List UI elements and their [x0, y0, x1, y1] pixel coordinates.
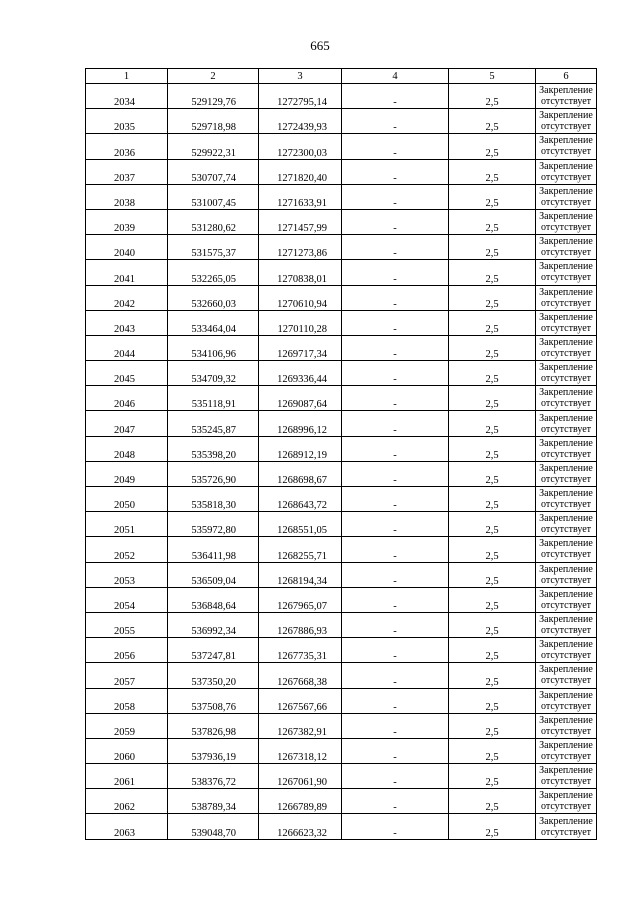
column-5-cell: 2,5 — [449, 335, 536, 360]
column-4-cell: - — [342, 386, 449, 411]
column-header: 4 — [342, 69, 449, 84]
table-row — [86, 688, 597, 713]
fixation-note-cell: Закрепление отсутствует — [536, 84, 597, 109]
table-row — [86, 487, 597, 512]
fixation-note-cell: Закрепление отсутствует — [536, 310, 597, 335]
fixation-note-cell: Закрепление отсутствует — [536, 587, 597, 612]
column-5-cell: 2,5 — [449, 764, 536, 789]
y-coordinate-cell: 1270610,94 — [259, 285, 342, 310]
x-coordinate-cell: 536992,34 — [168, 612, 259, 637]
table-row — [86, 285, 597, 310]
column-4-cell: - — [342, 184, 449, 209]
column-header: 1 — [86, 69, 168, 84]
column-5-cell: 2,5 — [449, 814, 536, 839]
x-coordinate-cell: 529129,76 — [168, 84, 259, 109]
column-4-cell: - — [342, 461, 449, 486]
y-coordinate-cell: 1268996,12 — [259, 411, 342, 436]
x-coordinate-cell: 529922,31 — [168, 134, 259, 159]
column-5-cell: 2,5 — [449, 688, 536, 713]
x-coordinate-cell: 534709,32 — [168, 361, 259, 386]
y-coordinate-cell: 1269087,64 — [259, 386, 342, 411]
fixation-note-cell: Закрепление отсутствует — [536, 361, 597, 386]
point-number-cell: 2058 — [86, 688, 168, 713]
point-number-cell: 2054 — [86, 587, 168, 612]
x-coordinate-cell: 530707,74 — [168, 159, 259, 184]
point-number-cell: 2051 — [86, 512, 168, 537]
y-coordinate-cell: 1270838,01 — [259, 260, 342, 285]
column-4-cell: - — [342, 411, 449, 436]
table-row — [86, 764, 597, 789]
table-row — [86, 335, 597, 360]
column-5-cell: 2,5 — [449, 512, 536, 537]
x-coordinate-cell: 539048,70 — [168, 814, 259, 839]
fixation-note-cell: Закрепление отсутствует — [536, 235, 597, 260]
point-number-cell: 2038 — [86, 184, 168, 209]
table-row — [86, 109, 597, 134]
y-coordinate-cell: 1267318,12 — [259, 738, 342, 763]
fixation-note-cell: Закрепление отсутствует — [536, 184, 597, 209]
table-header-row — [86, 69, 597, 84]
column-5-cell: 2,5 — [449, 361, 536, 386]
fixation-note-cell: Закрепление отсутствует — [536, 713, 597, 738]
point-number-cell: 2043 — [86, 310, 168, 335]
column-5-cell: 2,5 — [449, 386, 536, 411]
fixation-note-cell: Закрепление отсутствует — [536, 487, 597, 512]
point-number-cell: 2035 — [86, 109, 168, 134]
column-4-cell: - — [342, 612, 449, 637]
column-4-cell: - — [342, 361, 449, 386]
point-number-cell: 2050 — [86, 487, 168, 512]
y-coordinate-cell: 1271633,91 — [259, 184, 342, 209]
column-5-cell: 2,5 — [449, 235, 536, 260]
page-number: 665 — [310, 38, 330, 53]
column-4-cell: - — [342, 764, 449, 789]
x-coordinate-cell: 529718,98 — [168, 109, 259, 134]
point-number-cell: 2052 — [86, 537, 168, 562]
y-coordinate-cell: 1268194,34 — [259, 562, 342, 587]
y-coordinate-cell: 1269717,34 — [259, 335, 342, 360]
y-coordinate-cell: 1267567,66 — [259, 688, 342, 713]
column-4-cell: - — [342, 209, 449, 234]
x-coordinate-cell: 535726,90 — [168, 461, 259, 486]
column-4-cell: - — [342, 512, 449, 537]
column-4-cell: - — [342, 562, 449, 587]
point-number-cell: 2056 — [86, 638, 168, 663]
table-row — [86, 587, 597, 612]
fixation-note-cell: Закрепление отсутствует — [536, 436, 597, 461]
column-header: 2 — [168, 69, 259, 84]
table-row — [86, 814, 597, 839]
fixation-note-cell: Закрепление отсутствует — [536, 512, 597, 537]
x-coordinate-cell: 531007,45 — [168, 184, 259, 209]
column-4-cell: - — [342, 537, 449, 562]
column-5-cell: 2,5 — [449, 84, 536, 109]
y-coordinate-cell: 1271457,99 — [259, 209, 342, 234]
column-4-cell: - — [342, 235, 449, 260]
column-5-cell: 2,5 — [449, 587, 536, 612]
column-header: 3 — [259, 69, 342, 84]
point-number-cell: 2053 — [86, 562, 168, 587]
column-4-cell: - — [342, 310, 449, 335]
column-5-cell: 2,5 — [449, 184, 536, 209]
table-row — [86, 612, 597, 637]
column-5-cell: 2,5 — [449, 109, 536, 134]
column-5-cell: 2,5 — [449, 713, 536, 738]
fixation-note-cell: Закрепление отсутствует — [536, 688, 597, 713]
point-number-cell: 2060 — [86, 738, 168, 763]
column-4-cell: - — [342, 663, 449, 688]
column-5-cell: 2,5 — [449, 436, 536, 461]
column-4-cell: - — [342, 109, 449, 134]
y-coordinate-cell: 1266623,32 — [259, 814, 342, 839]
fixation-note-cell: Закрепление отсутствует — [536, 335, 597, 360]
column-4-cell: - — [342, 738, 449, 763]
table-row — [86, 184, 597, 209]
fixation-note-cell: Закрепление отсутствует — [536, 663, 597, 688]
column-5-cell: 2,5 — [449, 411, 536, 436]
x-coordinate-cell: 536411,98 — [168, 537, 259, 562]
table-row — [86, 411, 597, 436]
x-coordinate-cell: 536509,04 — [168, 562, 259, 587]
column-5-cell: 2,5 — [449, 738, 536, 763]
column-5-cell: 2,5 — [449, 134, 536, 159]
table-row — [86, 361, 597, 386]
table-row — [86, 260, 597, 285]
x-coordinate-cell: 535818,30 — [168, 487, 259, 512]
y-coordinate-cell: 1266789,89 — [259, 789, 342, 814]
table-row — [86, 738, 597, 763]
column-4-cell: - — [342, 84, 449, 109]
y-coordinate-cell: 1268255,71 — [259, 537, 342, 562]
point-number-cell: 2046 — [86, 386, 168, 411]
fixation-note-cell: Закрепление отсутствует — [536, 638, 597, 663]
column-5-cell: 2,5 — [449, 487, 536, 512]
table-row — [86, 537, 597, 562]
column-5-cell: 2,5 — [449, 310, 536, 335]
column-4-cell: - — [342, 487, 449, 512]
column-5-cell: 2,5 — [449, 537, 536, 562]
y-coordinate-cell: 1267061,90 — [259, 764, 342, 789]
fixation-note-cell: Закрепление отсутствует — [536, 285, 597, 310]
column-4-cell: - — [342, 638, 449, 663]
x-coordinate-cell: 536848,64 — [168, 587, 259, 612]
x-coordinate-cell: 533464,04 — [168, 310, 259, 335]
column-4-cell: - — [342, 688, 449, 713]
fixation-note-cell: Закрепление отсутствует — [536, 260, 597, 285]
x-coordinate-cell: 531280,62 — [168, 209, 259, 234]
point-number-cell: 2034 — [86, 84, 168, 109]
fixation-note-cell: Закрепление отсутствует — [536, 814, 597, 839]
table-row — [86, 436, 597, 461]
table-row — [86, 310, 597, 335]
point-number-cell: 2042 — [86, 285, 168, 310]
y-coordinate-cell: 1272439,93 — [259, 109, 342, 134]
fixation-note-cell: Закрепление отсутствует — [536, 159, 597, 184]
column-header: 6 — [536, 69, 597, 84]
x-coordinate-cell: 538376,72 — [168, 764, 259, 789]
x-coordinate-cell: 535245,87 — [168, 411, 259, 436]
fixation-note-cell: Закрепление отсутствует — [536, 386, 597, 411]
point-number-cell: 2063 — [86, 814, 168, 839]
table-row — [86, 235, 597, 260]
y-coordinate-cell: 1267668,38 — [259, 663, 342, 688]
table-row — [86, 159, 597, 184]
fixation-note-cell: Закрепление отсутствует — [536, 134, 597, 159]
fixation-note-cell: Закрепление отсутствует — [536, 764, 597, 789]
table-row — [86, 789, 597, 814]
column-4-cell: - — [342, 260, 449, 285]
x-coordinate-cell: 537508,76 — [168, 688, 259, 713]
column-4-cell: - — [342, 814, 449, 839]
point-number-cell: 2061 — [86, 764, 168, 789]
table-body — [86, 84, 597, 840]
x-coordinate-cell: 537247,81 — [168, 638, 259, 663]
x-coordinate-cell: 531575,37 — [168, 235, 259, 260]
point-number-cell: 2041 — [86, 260, 168, 285]
column-4-cell: - — [342, 285, 449, 310]
column-5-cell: 2,5 — [449, 461, 536, 486]
y-coordinate-cell: 1267735,31 — [259, 638, 342, 663]
column-5-cell: 2,5 — [449, 209, 536, 234]
fixation-note-cell: Закрепление отсутствует — [536, 209, 597, 234]
point-number-cell: 2040 — [86, 235, 168, 260]
y-coordinate-cell: 1272300,03 — [259, 134, 342, 159]
table-row — [86, 562, 597, 587]
column-5-cell: 2,5 — [449, 260, 536, 285]
column-4-cell: - — [342, 335, 449, 360]
table-row — [86, 134, 597, 159]
point-number-cell: 2044 — [86, 335, 168, 360]
x-coordinate-cell: 537936,19 — [168, 738, 259, 763]
point-number-cell: 2062 — [86, 789, 168, 814]
x-coordinate-cell: 534106,96 — [168, 335, 259, 360]
y-coordinate-cell: 1268698,67 — [259, 461, 342, 486]
column-5-cell: 2,5 — [449, 638, 536, 663]
table-row — [86, 209, 597, 234]
x-coordinate-cell: 535398,20 — [168, 436, 259, 461]
fixation-note-cell: Закрепление отсутствует — [536, 612, 597, 637]
y-coordinate-cell: 1267886,93 — [259, 612, 342, 637]
x-coordinate-cell: 537350,20 — [168, 663, 259, 688]
point-number-cell: 2049 — [86, 461, 168, 486]
column-5-cell: 2,5 — [449, 562, 536, 587]
point-number-cell: 2039 — [86, 209, 168, 234]
point-number-cell: 2037 — [86, 159, 168, 184]
column-5-cell: 2,5 — [449, 159, 536, 184]
column-4-cell: - — [342, 436, 449, 461]
table-row — [86, 713, 597, 738]
column-4-cell: - — [342, 587, 449, 612]
table-row — [86, 84, 597, 109]
x-coordinate-cell: 532265,05 — [168, 260, 259, 285]
fixation-note-cell: Закрепление отсутствует — [536, 109, 597, 134]
column-4-cell: - — [342, 713, 449, 738]
y-coordinate-cell: 1270110,28 — [259, 310, 342, 335]
x-coordinate-cell: 537826,98 — [168, 713, 259, 738]
point-number-cell: 2059 — [86, 713, 168, 738]
y-coordinate-cell: 1267382,91 — [259, 713, 342, 738]
y-coordinate-cell: 1269336,44 — [259, 361, 342, 386]
column-4-cell: - — [342, 134, 449, 159]
table-row — [86, 386, 597, 411]
y-coordinate-cell: 1268551,05 — [259, 512, 342, 537]
fixation-note-cell: Закрепление отсутствует — [536, 537, 597, 562]
fixation-note-cell: Закрепление отсутствует — [536, 738, 597, 763]
column-5-cell: 2,5 — [449, 789, 536, 814]
column-header: 5 — [449, 69, 536, 84]
table-row — [86, 663, 597, 688]
column-5-cell: 2,5 — [449, 663, 536, 688]
x-coordinate-cell: 538789,34 — [168, 789, 259, 814]
point-number-cell: 2055 — [86, 612, 168, 637]
y-coordinate-cell: 1271820,40 — [259, 159, 342, 184]
x-coordinate-cell: 535972,80 — [168, 512, 259, 537]
fixation-note-cell: Закрепление отсутствует — [536, 461, 597, 486]
y-coordinate-cell: 1268643,72 — [259, 487, 342, 512]
fixation-note-cell: Закрепление отсутствует — [536, 789, 597, 814]
column-4-cell: - — [342, 159, 449, 184]
column-4-cell: - — [342, 789, 449, 814]
column-5-cell: 2,5 — [449, 285, 536, 310]
fixation-note-cell: Закрепление отсутствует — [536, 562, 597, 587]
table-row — [86, 638, 597, 663]
y-coordinate-cell: 1267965,07 — [259, 587, 342, 612]
point-number-cell: 2057 — [86, 663, 168, 688]
x-coordinate-cell: 532660,03 — [168, 285, 259, 310]
x-coordinate-cell: 535118,91 — [168, 386, 259, 411]
coordinates-table — [85, 68, 597, 840]
y-coordinate-cell: 1271273,86 — [259, 235, 342, 260]
table-row — [86, 461, 597, 486]
y-coordinate-cell: 1272795,14 — [259, 84, 342, 109]
table-row — [86, 512, 597, 537]
fixation-note-cell: Закрепление отсутствует — [536, 411, 597, 436]
point-number-cell: 2047 — [86, 411, 168, 436]
y-coordinate-cell: 1268912,19 — [259, 436, 342, 461]
point-number-cell: 2036 — [86, 134, 168, 159]
point-number-cell: 2045 — [86, 361, 168, 386]
column-5-cell: 2,5 — [449, 612, 536, 637]
point-number-cell: 2048 — [86, 436, 168, 461]
